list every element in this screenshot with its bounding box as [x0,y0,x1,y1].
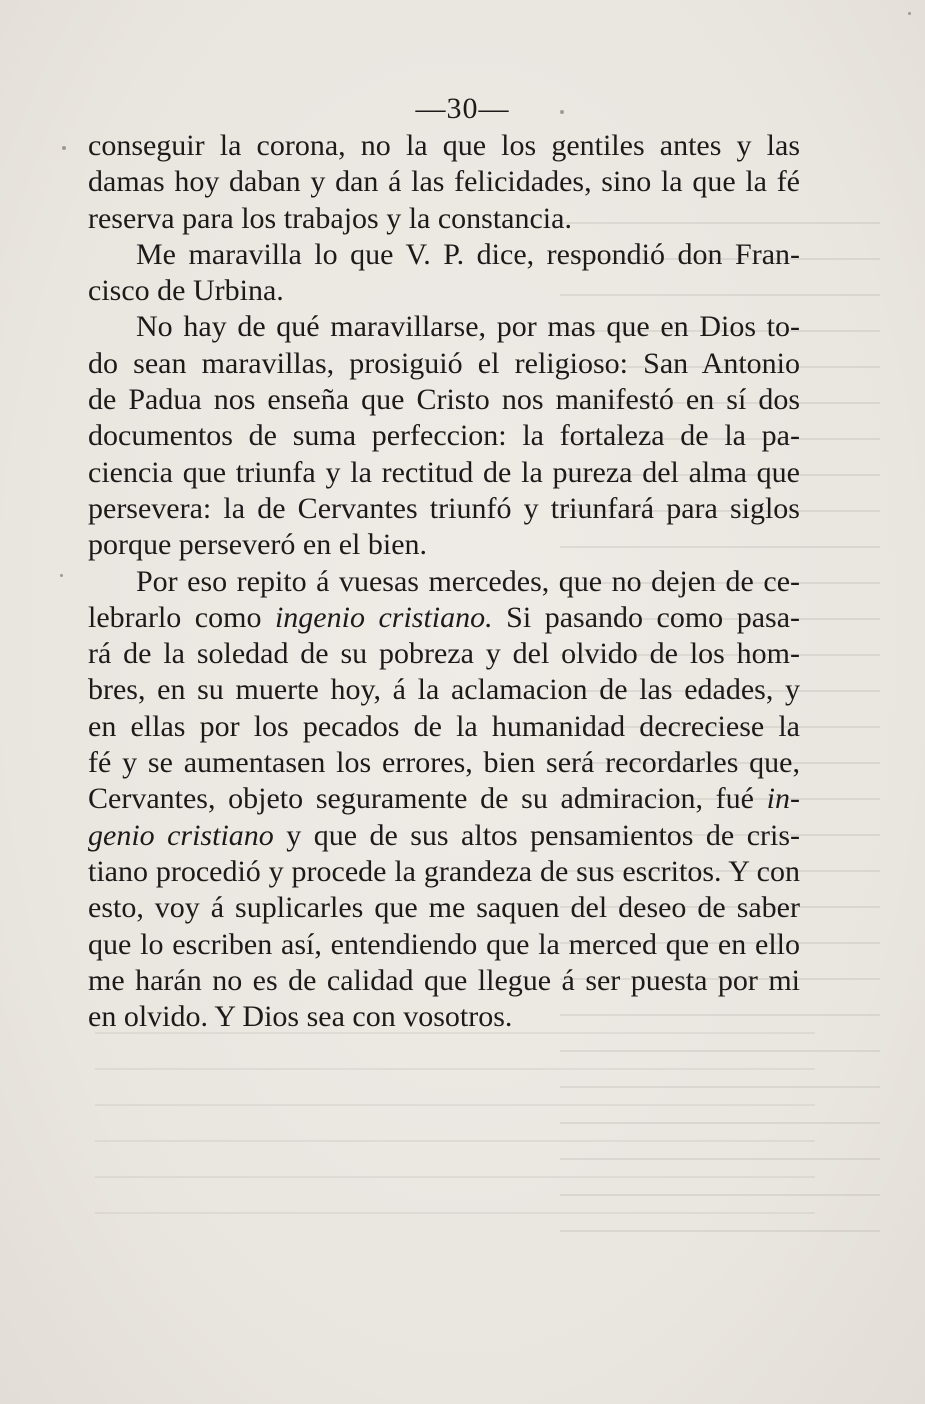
text-line: rá de la soledad de su pobreza y del olvido de los hom- [88,637,800,671]
text-line: me harán no es de calidad que llegue á ser puesta por mi [88,963,800,997]
text-line: en olvido. Y Dios sea con vosotros. [88,1000,513,1034]
text-line: Por eso repito á vuesas mercedes, que no dejen de ce- [136,564,800,598]
text-line: do sean maravillas, prosiguió el religioso: San Antonio [88,346,800,380]
text-line: conseguir la corona, no la que los gentiles antes y las [88,129,800,162]
paper-speck [908,12,911,15]
text-line: de Padua nos enseña que Cristo nos manifestó en sí dos [88,383,800,417]
paper-speck [60,574,63,577]
text-line: tiano procedió y procede la grandeza de sus escritos. Y con [88,854,800,888]
paper-speck [62,146,66,150]
text-line: ciencia que triunfa y la rectitud de la pureza del alma que [88,455,800,489]
text-line: Me maravilla lo que V. P. dice, respondió don Fran- [136,237,800,271]
text-line: damas hoy daban y dan á las felicidades, sino la que la fé [88,165,800,199]
paragraph [88,564,800,1036]
page-number: —30— [415,92,510,125]
text-line: reserva para los trabajos y la constancia. [88,201,572,235]
text-line: esto, voy á suplicarles que me saquen del deseo de saber [88,891,800,925]
text-line: persevera: la de Cervantes triunfó y triunfará para siglos [88,491,800,525]
paragraph [88,309,800,563]
text-line: No hay de qué maravillarse, por mas que en Dios to- [136,310,800,344]
paragraph [88,237,800,310]
bleed-through-texture-lower [95,1010,815,1240]
text-line: lebrarlo como ingenio cristiano. Si pasando como pasa- [88,600,800,634]
text-line: cisco de Urbina. [88,274,284,308]
body-text [88,128,800,1035]
paragraph [88,128,800,237]
text-line: fé y se aumentasen los errores, bien será recordarles que, [88,746,800,780]
text-line: porque perseveró en el bien. [88,528,428,562]
text-line: Cervantes, objeto seguramente de su admiracion, fué in- [88,782,800,816]
text-line: bres, en su muerte hoy, á la aclamacion de las edades, y [88,673,800,707]
text-line: genio cristiano y que de sus altos pensamientos de cris- [88,818,800,852]
text-line: que lo escriben así, entendiendo que la merced que en ello [88,927,800,961]
text-line: documentos de suma perfeccion: la fortaleza de la pa- [88,419,800,453]
text-line: en ellas por los pecados de la humanidad decreciese la [88,709,800,743]
